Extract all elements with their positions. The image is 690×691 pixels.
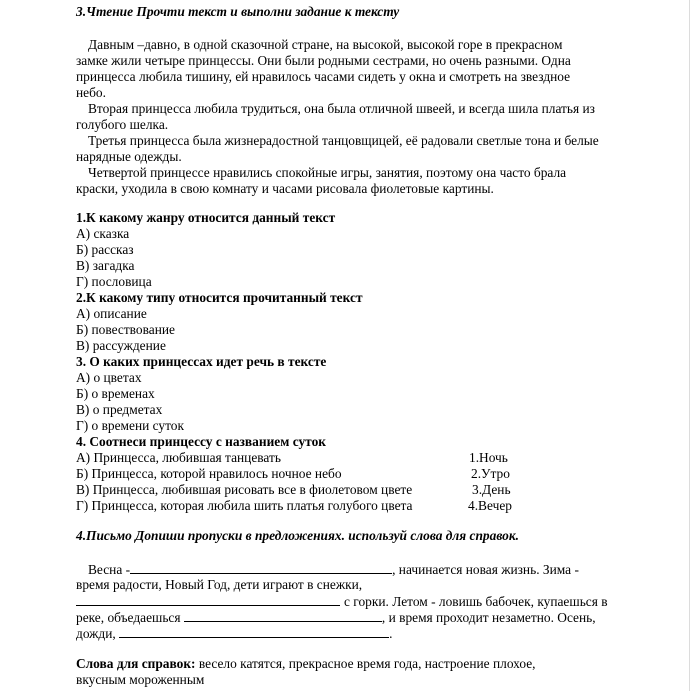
question-3-option: Г) о времени суток (76, 418, 184, 433)
answer-blank[interactable] (184, 609, 382, 622)
passage-line: Вторая принцесса любила трудиться, она была отличной швеей, и всегда шила платья из (88, 101, 595, 116)
question-1-title: 1.К какому жанру относится данный текст (76, 210, 336, 225)
match-time-of-day: 2.Утро (471, 466, 510, 481)
fill-text: , начинается новая жизнь. Зима - (392, 562, 579, 577)
fill-line-1 (88, 561, 579, 578)
passage-line: Четвертой принцессе нравились спокойные игры, занятия, поэтому она часто брала (88, 165, 567, 180)
match-princess: Г) Принцесса, которая любила шить платья голубого цвета (76, 498, 413, 513)
match-time-of-day: 4.Вечер (468, 498, 512, 513)
reading-heading: 3.Чтение Прочти текст и выполни задание к тексту (76, 4, 400, 19)
passage-line: голубого шелка. (76, 117, 169, 132)
answer-blank[interactable] (130, 561, 392, 574)
passage-line: Третья принцесса была жизнерадостной танцовщицей, её радовали светлые тона и белые (88, 133, 599, 148)
question-3-option: Б) о временах (76, 386, 155, 401)
fill-text: с горки. Летом - ловишь бабочек, купаешься в (344, 594, 608, 609)
question-2-title: 2.К какому типу относится прочитанный текст (76, 290, 363, 305)
hints-label: Слова для справок: (76, 656, 196, 671)
match-princess: Б) Принцесса, которой нравилось ночное небо (76, 466, 342, 481)
passage-line: замке жили четыре принцессы. Они были родными сестрами, но очень разными. Одна (76, 53, 571, 68)
match-princess: А) Принцесса, любившая танцевать (76, 450, 281, 465)
fill-text: дожди, (76, 626, 116, 641)
match-princess: В) Принцесса, любившая рисовать все в фиолетовом цвете (76, 482, 413, 497)
fill-line-3 (76, 593, 608, 610)
fill-text: реке, объедаешься (76, 610, 181, 625)
fill-text: . (389, 626, 393, 641)
hints-line (76, 656, 536, 672)
match-time-of-day: 1.Ночь (469, 450, 508, 465)
writing-heading: 4.Письмо Допиши пропуски в предложениях. используй слова для справок. (76, 528, 519, 543)
hints-text: весело катятся, прекрасное время года, настроение плохое, (195, 656, 536, 671)
passage-line: небо. (76, 85, 106, 100)
fill-text: , и время проходит незаметно. Осень, (381, 610, 596, 625)
question-1-option: В) загадка (76, 258, 135, 273)
fill-line-4 (76, 609, 596, 626)
question-3-option: В) о предметах (76, 402, 163, 417)
question-2-option: Б) повествование (76, 322, 175, 337)
fill-line-2: время радости, Новый Год, дети играют в снежки, (76, 577, 363, 592)
fill-text: Весна - (88, 562, 131, 577)
match-time-of-day: 3.День (472, 482, 511, 497)
question-1-option: Г) пословица (76, 274, 152, 289)
hints-line-2: вкусным мороженным (76, 672, 205, 687)
answer-blank[interactable] (76, 593, 340, 606)
question-3-title: 3. О каких принцессах идет речь в тексте (76, 354, 327, 369)
passage-line: Давным –давно, в одной сказочной стране, на высокой, высокой горе в прекрасном (88, 37, 563, 52)
fill-line-5 (76, 625, 392, 642)
question-2-option: А) описание (76, 306, 147, 321)
passage-line: краски, уходила в свою комнату и часами рисовала фиолетовые картины. (76, 181, 494, 196)
question-3-option: А) о цветах (76, 370, 142, 385)
question-1-option: Б) рассказ (76, 242, 134, 257)
passage-line: принцесса любила тишину, ей нравилось часами сидеть у окна и смотреть на звездное (76, 69, 571, 84)
answer-blank[interactable] (119, 625, 389, 638)
question-1-option: А) сказка (76, 226, 130, 241)
passage-line: нарядные одежды. (76, 149, 182, 164)
question-4-title: 4. Соотнеси принцессу с названием суток (76, 434, 326, 449)
question-2-option: В) рассуждение (76, 338, 166, 353)
